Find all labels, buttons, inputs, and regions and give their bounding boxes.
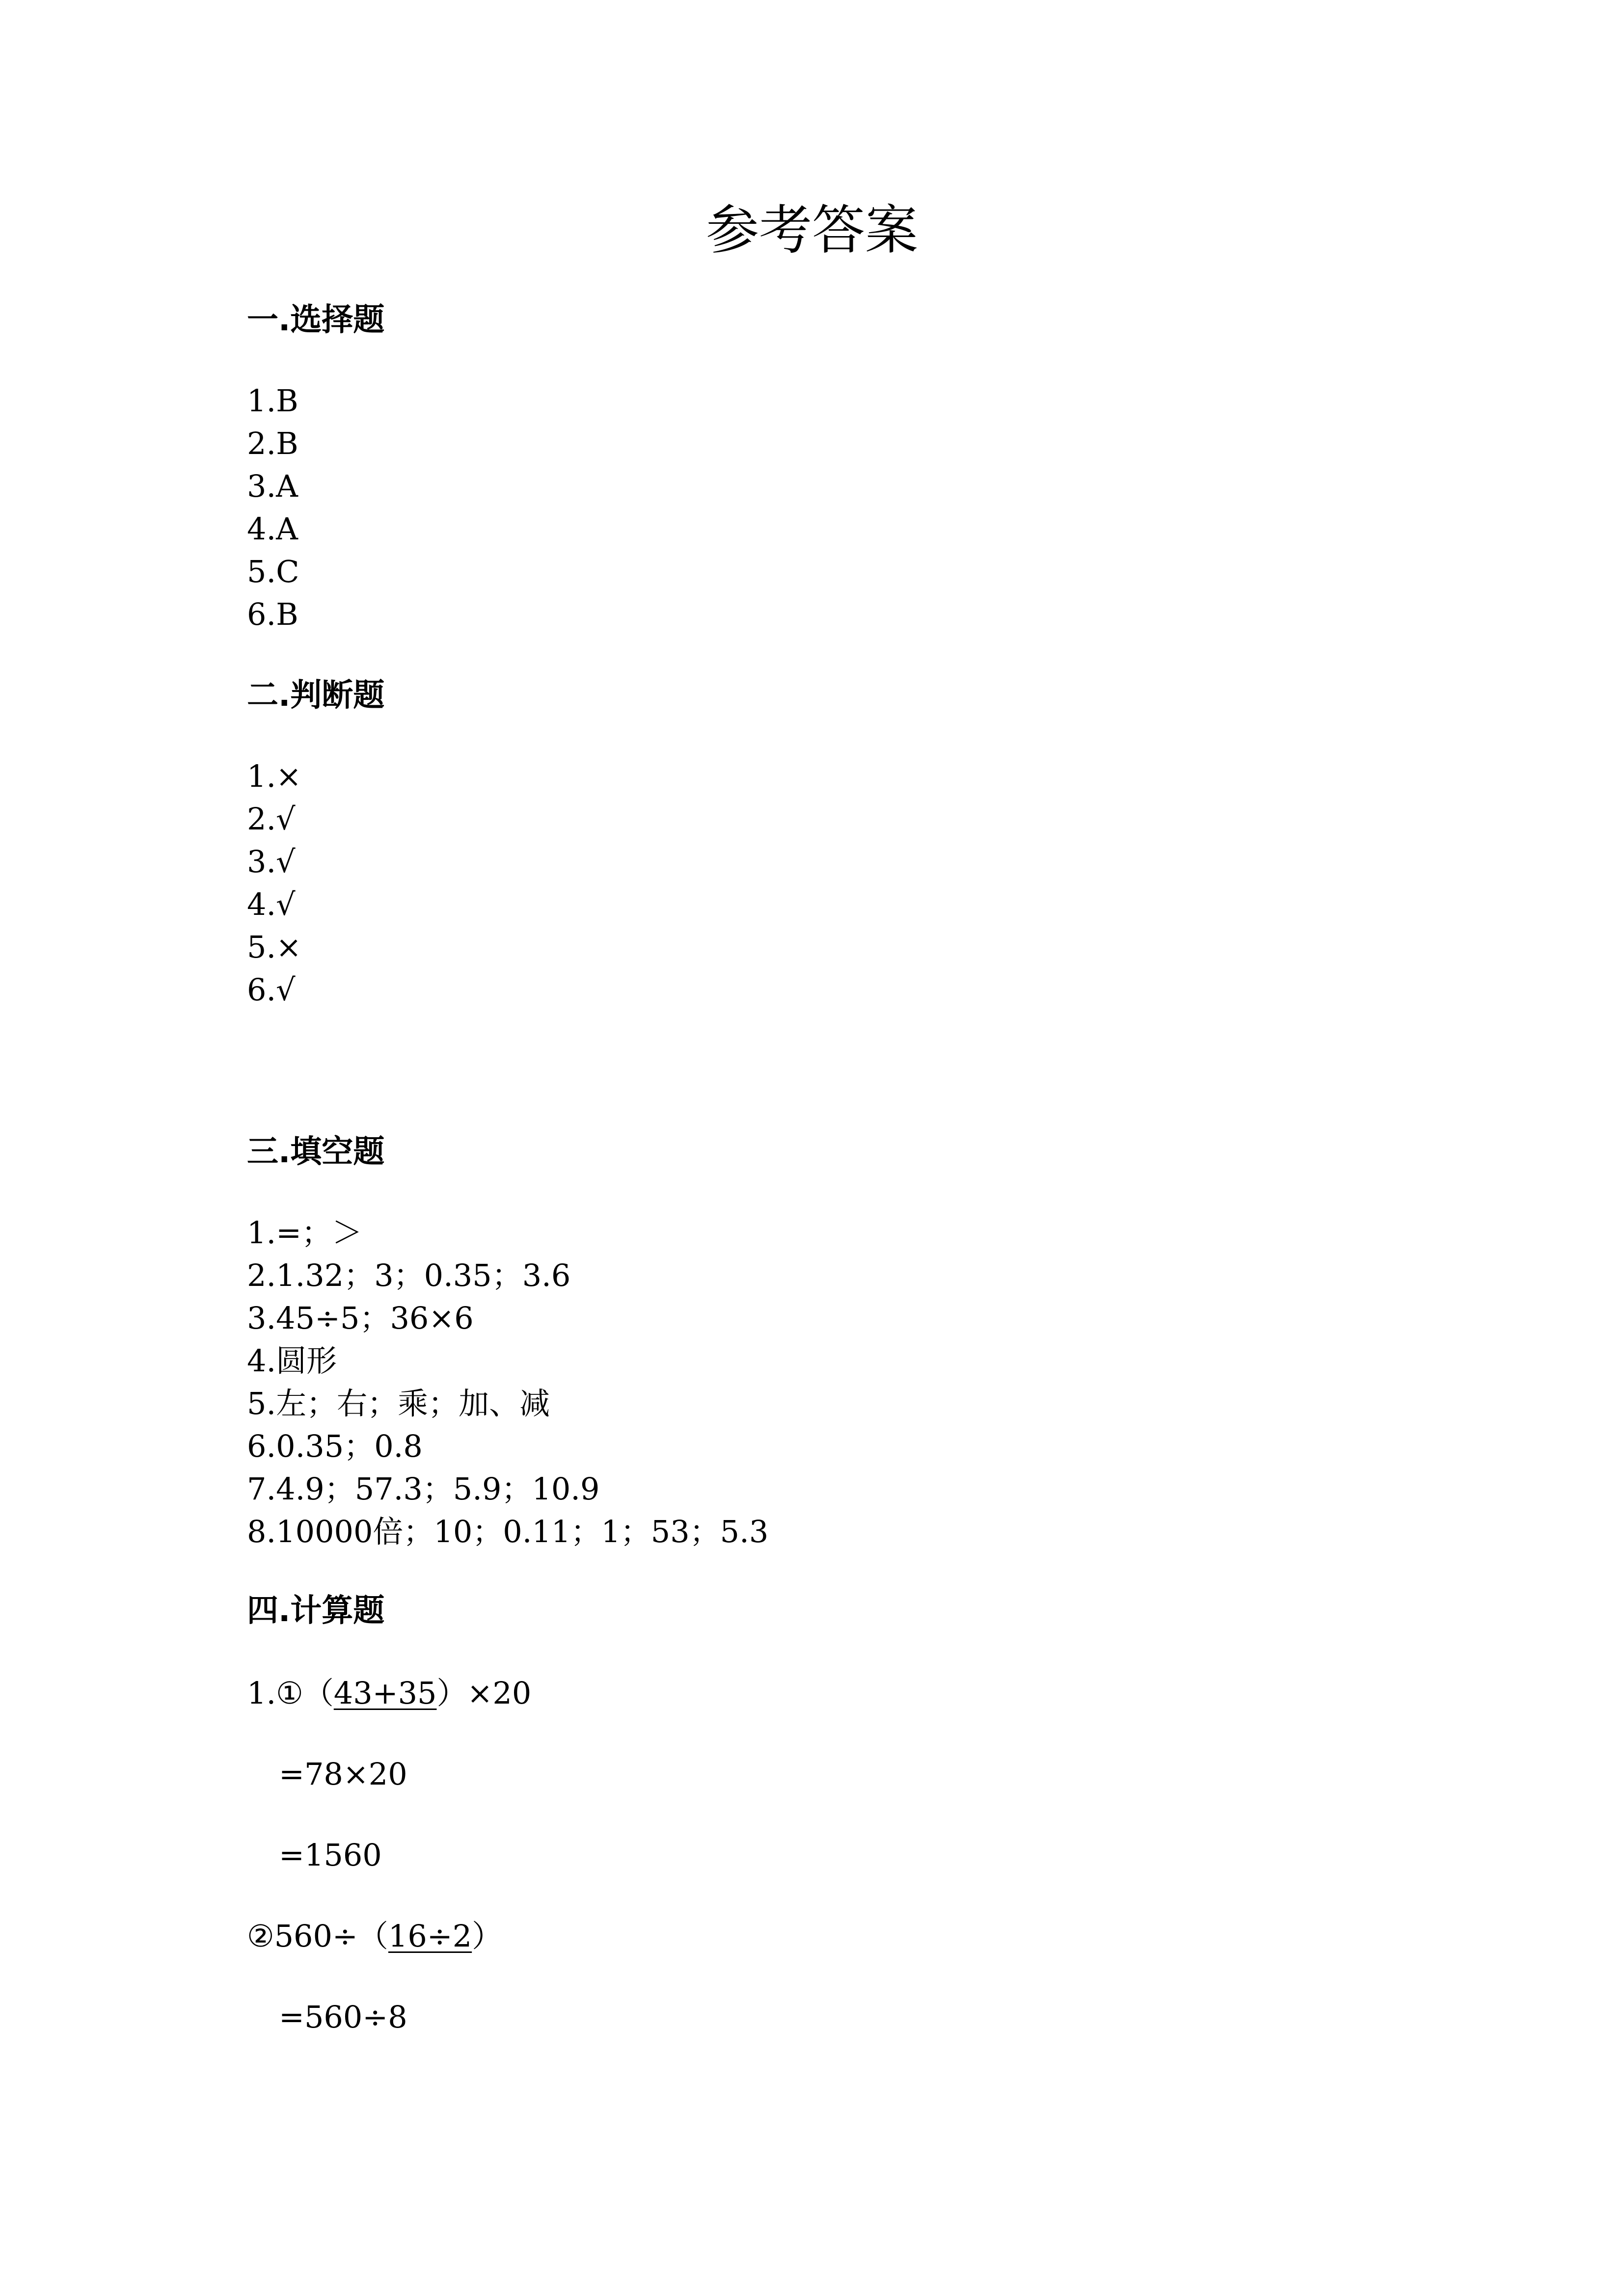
fill-answer-7: 7.4.9；57.3；5.9；10.9 xyxy=(247,1471,600,1507)
fill-answer-1: 1.=；＞ xyxy=(247,1215,363,1251)
fill-answer-4: 4.圆形 xyxy=(247,1343,337,1379)
judge-answer-5: 5.× xyxy=(247,929,302,965)
calc-q1-underlined: 43+35 xyxy=(333,1675,437,1711)
page-title: 参考答案 xyxy=(705,200,918,261)
fill-answer-2: 2.1.32；3；0.35；3.6 xyxy=(247,1257,571,1293)
calc-q2-prefix: ②560÷（ xyxy=(247,1918,388,1954)
choice-answer-1: 1.B xyxy=(247,383,298,419)
judge-answer-2: 2.√ xyxy=(247,801,296,837)
calc-q2-suffix: ） xyxy=(472,1918,503,1954)
calc-q1-step-2: =1560 xyxy=(279,1837,382,1873)
choice-answer-6: 6.B xyxy=(247,596,298,632)
fill-answer-6: 6.0.35；0.8 xyxy=(247,1428,423,1464)
section-heading-judge: 二.判断题 xyxy=(247,677,385,714)
section-heading-calc: 四.计算题 xyxy=(247,1593,385,1629)
calc-q1-suffix: ）×20 xyxy=(436,1675,532,1711)
section-heading-fill: 三.填空题 xyxy=(247,1134,385,1170)
choice-answer-5: 5.C xyxy=(247,554,299,589)
fill-answer-5: 5.左；右；乘；加、减 xyxy=(247,1386,550,1421)
judge-answer-6: 6.√ xyxy=(247,972,296,1008)
fill-answer-3: 3.45÷5；36×6 xyxy=(247,1300,474,1336)
calc-q2-step-1: =560÷8 xyxy=(279,1999,407,2035)
fill-answer-8: 8.10000倍；10；0.11；1；53；5.3 xyxy=(247,1514,769,1549)
judge-answer-3: 3.√ xyxy=(247,844,296,880)
calc-q1-expression xyxy=(247,1674,531,1713)
choice-answer-3: 3.A xyxy=(247,468,298,504)
calc-q1-step-1: =78×20 xyxy=(279,1756,407,1792)
judge-answer-1: 1.× xyxy=(247,758,302,794)
calc-q1-prefix: 1.①（ xyxy=(247,1675,334,1711)
calc-q2-expression xyxy=(247,1917,502,1956)
judge-answer-4: 4.√ xyxy=(247,886,296,922)
choice-answer-2: 2.B xyxy=(247,426,298,461)
section-heading-choice: 一.选择题 xyxy=(247,302,385,338)
calc-q2-underlined: 16÷2 xyxy=(388,1918,472,1954)
choice-answer-4: 4.A xyxy=(247,511,298,547)
